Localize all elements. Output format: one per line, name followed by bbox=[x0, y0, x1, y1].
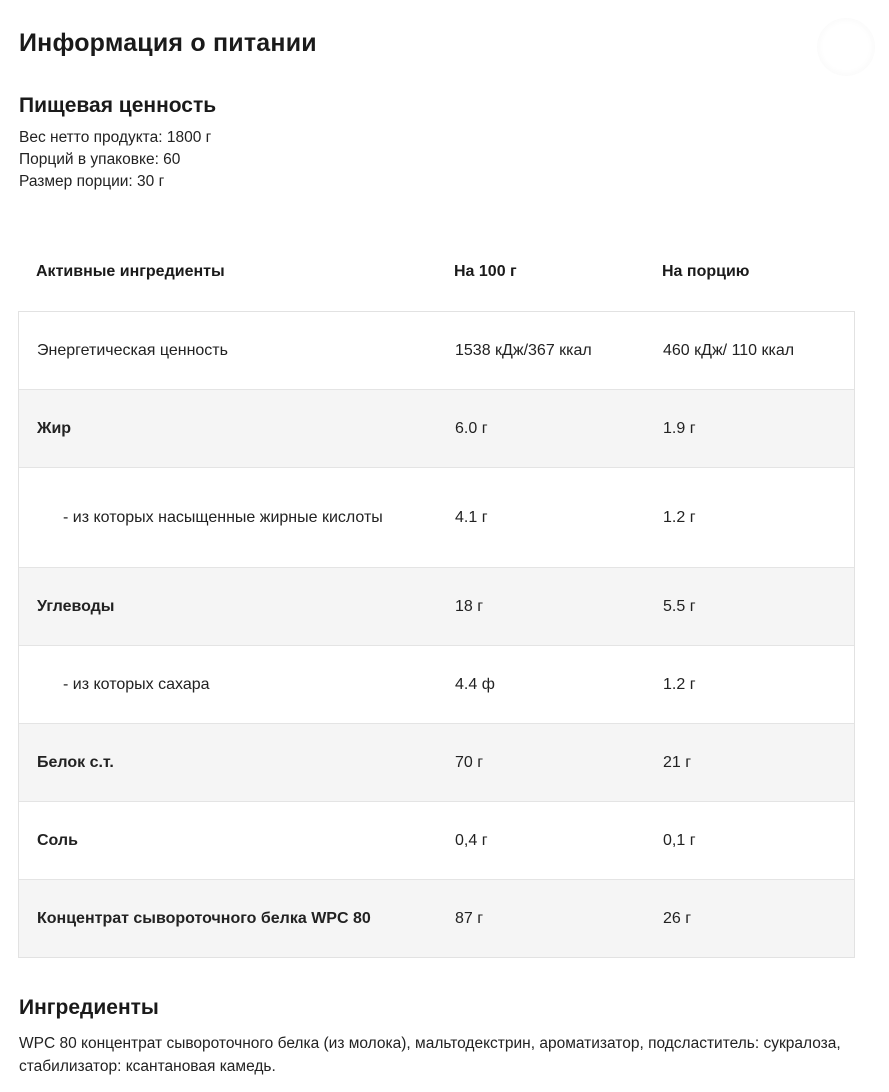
row-per-100g: 87 г bbox=[455, 909, 484, 927]
row-per-100g: 1538 кДж/367 ккал bbox=[455, 341, 592, 359]
row-per-100g: 0,4 г bbox=[455, 831, 488, 849]
table-row bbox=[19, 312, 854, 389]
net-weight-fact: Вес нетто продукта: 1800 г bbox=[19, 129, 212, 146]
nutrition-subtitle: Пищевая ценность bbox=[19, 94, 217, 117]
table-row bbox=[19, 467, 854, 567]
row-per-serving: 1.9 г bbox=[663, 419, 696, 437]
table-row bbox=[19, 567, 854, 645]
ingredients-title: Ингредиенты bbox=[19, 996, 159, 1019]
row-per-100g: 70 г bbox=[455, 753, 484, 771]
ingredients-text: WPC 80 концентрат сывороточного белка (из молока), мальтодекстрин, ароматизатор, подсластитель: сукралоза, стабилизатор: ксантановая камедь. bbox=[19, 1035, 841, 1075]
column-header-ingredient: Активные ингредиенты bbox=[36, 263, 225, 280]
table-row bbox=[19, 879, 854, 957]
column-header-per-serving: На порцию bbox=[662, 263, 750, 280]
row-per-100g: 18 г bbox=[455, 597, 484, 615]
table-row bbox=[19, 801, 854, 879]
row-name: - из которых сахара bbox=[63, 675, 210, 693]
row-name: Концентрат сывороточного белка WPC 80 bbox=[37, 909, 371, 927]
table-row bbox=[19, 723, 854, 801]
corner-decoration bbox=[817, 18, 875, 76]
row-per-serving: 5.5 г bbox=[663, 597, 696, 615]
row-per-serving: 460 кДж/ 110 ккал bbox=[663, 341, 795, 359]
row-per-serving: 26 г bbox=[663, 909, 692, 927]
product-facts bbox=[19, 127, 211, 193]
row-per-100g: 6.0 г bbox=[455, 419, 488, 437]
row-per-serving: 1.2 г bbox=[663, 675, 696, 693]
row-name: Жир bbox=[37, 419, 72, 437]
nutrition-table bbox=[18, 311, 855, 958]
row-per-serving: 21 г bbox=[663, 753, 692, 771]
row-name: Соль bbox=[37, 831, 78, 849]
row-name: Энергетическая ценность bbox=[37, 341, 228, 359]
row-per-100g: 4.1 г bbox=[455, 508, 488, 526]
serving-size-fact: Размер порции: 30 г bbox=[19, 173, 165, 190]
row-name: Углеводы bbox=[37, 597, 115, 615]
row-per-serving: 1.2 г bbox=[663, 508, 696, 526]
row-name: Белок с.т. bbox=[37, 753, 114, 771]
table-header bbox=[18, 255, 856, 295]
row-per-100g: 4.4 ф bbox=[455, 675, 495, 693]
table-row bbox=[19, 645, 854, 723]
column-header-per-100g: На 100 г bbox=[454, 263, 517, 280]
row-per-serving: 0,1 г bbox=[663, 831, 696, 849]
servings-fact: Порций в упаковке: 60 bbox=[19, 151, 181, 168]
page-title: Информация о питании bbox=[19, 29, 317, 57]
table-row bbox=[19, 389, 854, 467]
row-name: - из которых насыщенные жирные кислоты bbox=[63, 508, 383, 526]
